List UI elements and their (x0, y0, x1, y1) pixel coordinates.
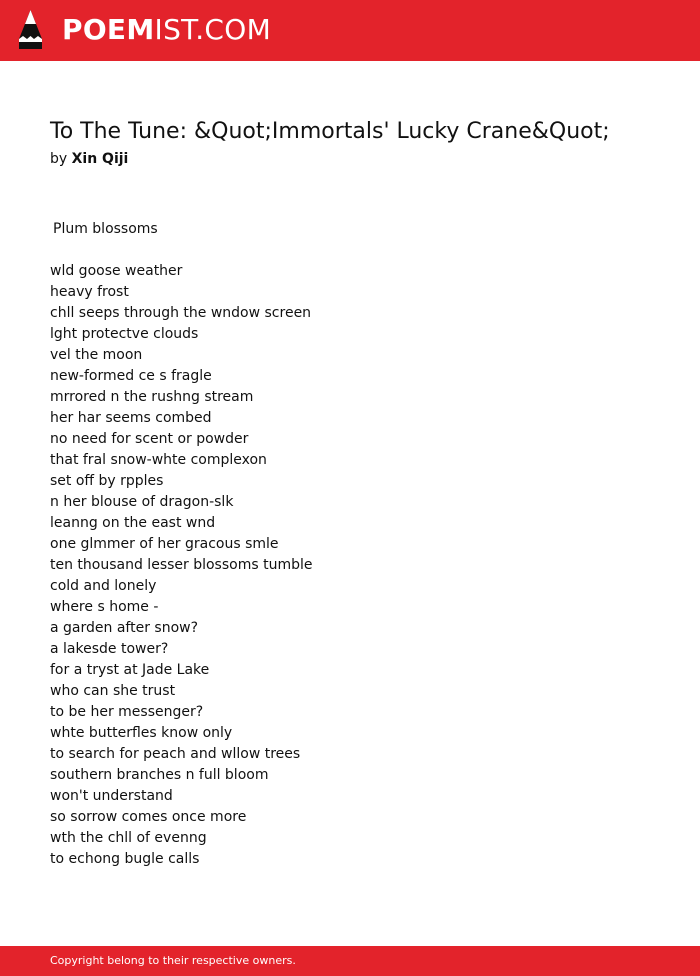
poem-line: won't understand (50, 788, 173, 804)
poem-line: new-formed ce s fragle (50, 368, 212, 384)
brand-light: IST.COM (154, 13, 272, 46)
by-prefix: by (50, 151, 68, 167)
poem-first-line: Plum blossoms (53, 221, 158, 237)
poem-line: wld goose weather (50, 263, 183, 279)
poem-title: To The Tune: &Quot;Immortals' Lucky Crane&Quot; (50, 119, 610, 144)
poem-line: whte butterfles know only (50, 725, 233, 741)
poem-line: a lakesde tower? (50, 641, 169, 657)
author-name: Xin Qiji (71, 151, 129, 167)
site-footer (0, 946, 700, 976)
brand-bold: POEM (62, 13, 155, 46)
poem-line: chll seeps through the wndow screen (50, 305, 312, 321)
poem-line: for a tryst at Jade Lake (50, 662, 210, 678)
poem-line: her har seems combed (50, 410, 212, 426)
poem-line: one glmmer of her gracous smle (50, 536, 279, 552)
poem-line: southern branches n full bloom (50, 767, 269, 783)
site-logo-text[interactable] (62, 12, 271, 48)
poem-line: no need for scent or powder (50, 431, 249, 447)
poem-line: who can she trust (50, 683, 176, 699)
copyright-notice: Copyright belong to their respective owners. (50, 954, 296, 967)
poem-line: heavy frost (50, 284, 129, 300)
byline (50, 149, 128, 169)
poem-line: vel the moon (50, 347, 143, 363)
poem-line: wth the chll of evenng (50, 830, 207, 846)
poem-line: mrrored n the rushng stream (50, 389, 254, 405)
poem-line: so sorrow comes once more (50, 809, 247, 825)
site-header (0, 0, 700, 61)
poem-line: that fral snow-whte complexon (50, 452, 267, 468)
poem-line: n her blouse of dragon-slk (50, 494, 234, 510)
poem-line: to search for peach and wllow trees (50, 746, 301, 762)
poem-line: where s home - (50, 599, 159, 615)
poem-line: cold and lonely (50, 578, 157, 594)
poem-line: set off by rpples (50, 473, 164, 489)
poem-line: lght protectve clouds (50, 326, 199, 342)
poem-body (50, 219, 650, 870)
poem-line: ten thousand lesser blossoms tumble (50, 557, 313, 573)
poem-line: leanng on the east wnd (50, 515, 216, 531)
poem-line: a garden after snow? (50, 620, 199, 636)
poem-line: to echong bugle calls (50, 851, 200, 867)
pencil-icon[interactable] (17, 9, 44, 51)
stanza-gap (50, 240, 650, 261)
poem-line: to be her messenger? (50, 704, 204, 720)
